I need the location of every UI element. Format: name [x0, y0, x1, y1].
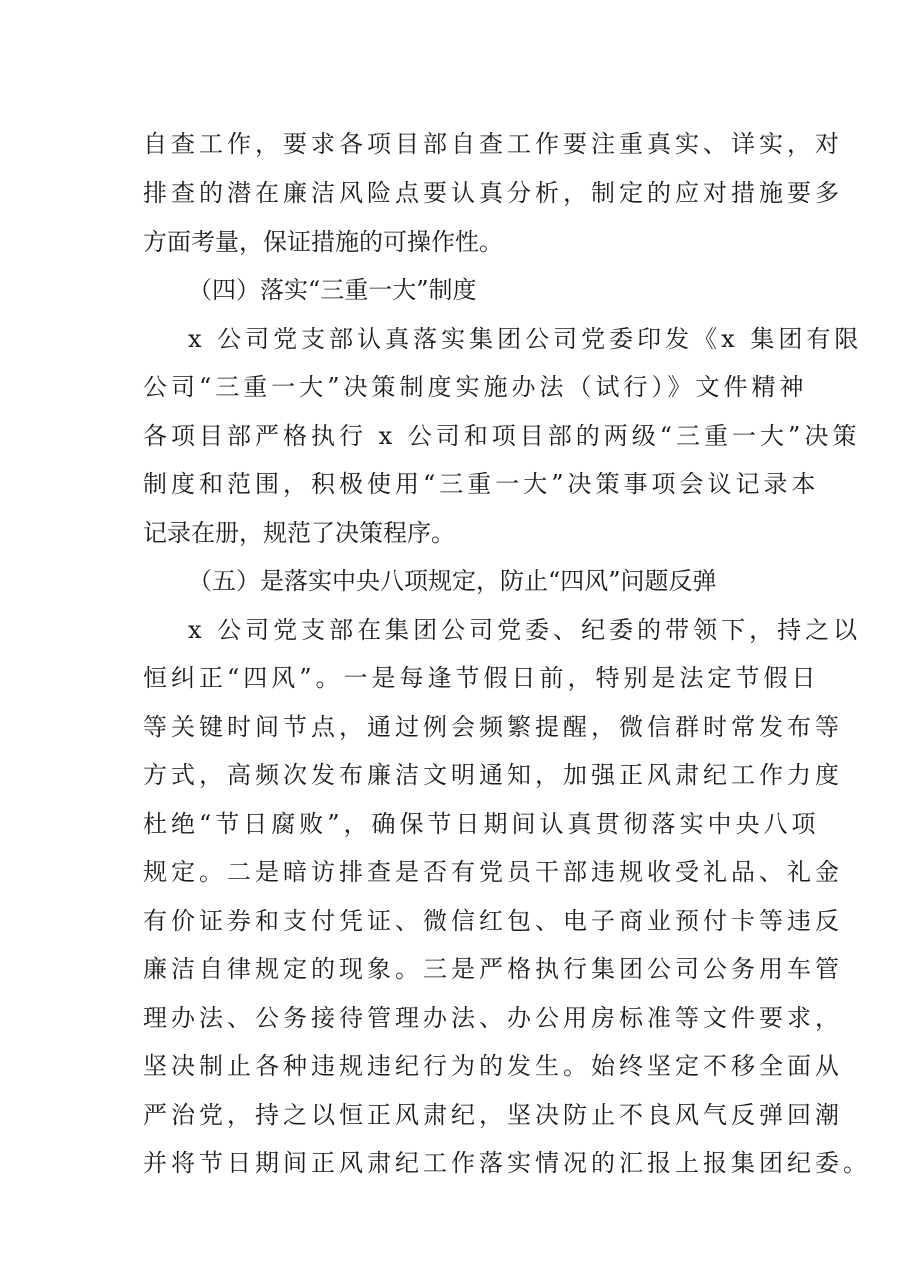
text-line-21: 严治党，持之以恒正风肃纪，坚决防止不良风气反弹回潮	[143, 1101, 843, 1129]
text-line-20: 坚决制止各种违规违纪行为的发生。始终坚定不移全面从	[143, 1052, 843, 1080]
section-heading-4: （四）落实“三重一大”制度	[188, 276, 477, 304]
text-line-14: 方式，高频次发布廉洁文明通知，加强正风肃纪工作力度	[143, 761, 843, 789]
text-line-13: 等关键时间节点，通过例会频繁提醒，微信群时常发布等	[143, 713, 843, 741]
text-line-3: 方面考量，保证措施的可操作性。	[143, 228, 503, 256]
text-line-18: 廉洁自律规定的现象。三是严格执行集团公司公务用车管	[143, 955, 843, 983]
text-line-19: 理办法、公务接待管理办法、办公用房标准等文件要求，	[143, 1004, 843, 1032]
text-line-16: 规定。二是暗访排查是否有党员干部违规收受礼品、礼金	[143, 858, 843, 886]
text-line-12: 恒纠正“四风”。一是每逢节假日前，特别是法定节假日	[143, 664, 820, 692]
text-line-9: 记录在册，规范了决策程序。	[143, 519, 455, 547]
text-line-6: 公司“三重一大”决策制度实施办法（试行）》文件精神	[143, 373, 808, 401]
text-line-7: 各项目部严格执行 x 公司和项目部的两级“三重一大”决策	[143, 422, 861, 450]
text-line-11: x 公司党支部在集团公司党委、纪委的带领下，持之以	[188, 616, 862, 644]
text-line-8: 制度和范围，积极使用“三重一大”决策事项会议记录本	[143, 470, 820, 498]
text-line-2: 排查的潜在廉洁风险点要认真分析，制定的应对措施要多	[143, 179, 843, 207]
text-line-15: 杜绝“节日腐败”，确保节日期间认真贯彻落实中央八项	[143, 810, 820, 838]
text-line-17: 有价证券和支付凭证、微信红包、电子商业预付卡等违反	[143, 907, 843, 935]
section-heading-5: （五）是落实中央八项规定，防止“四风”问题反弹	[188, 567, 717, 595]
text-line-5: x 公司党支部认真落实集团公司党委印发《x 集团有限	[188, 325, 863, 353]
text-line-22: 并将节日期间正风肃纪工作落实情况的汇报上报集团纪委。	[143, 1149, 871, 1177]
text-line-1: 自查工作，要求各项目部自查工作要注重真实、详实，对	[143, 130, 843, 158]
